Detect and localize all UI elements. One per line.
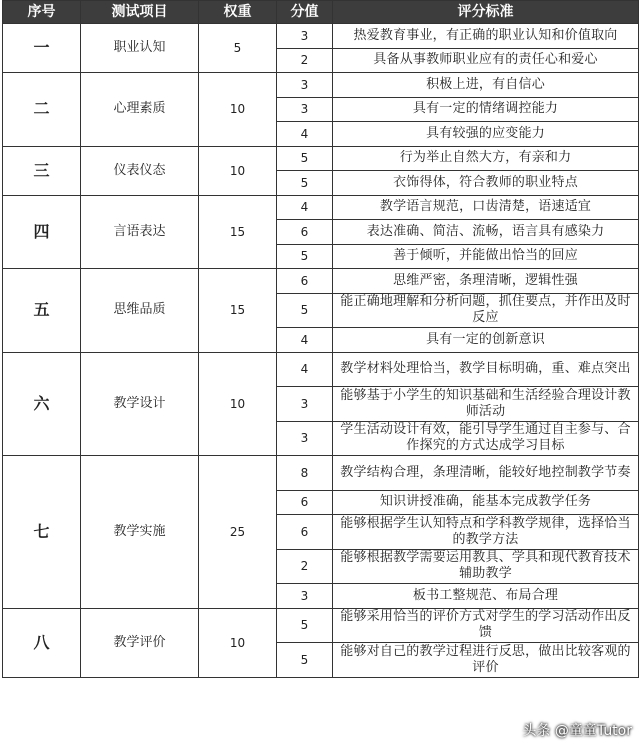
test-item: 心理素质 bbox=[81, 73, 199, 147]
scoring-standard: 能够根据教学需要运用教具、学具和现代教育技术辅助教学 bbox=[333, 549, 639, 584]
table-body bbox=[3, 24, 639, 678]
scoring-standard: 具备从事教师职业应有的责任心和爱心 bbox=[333, 48, 639, 73]
score-value: 8 bbox=[277, 456, 333, 491]
score-value: 4 bbox=[277, 352, 333, 387]
scoring-table bbox=[2, 0, 639, 678]
group-number: 一 bbox=[3, 24, 81, 73]
weight: 10 bbox=[199, 146, 277, 195]
score-value: 4 bbox=[277, 328, 333, 353]
header-weight: 权重 bbox=[199, 1, 277, 24]
score-value: 5 bbox=[277, 244, 333, 269]
scoring-standard: 具有一定的创新意识 bbox=[333, 328, 639, 353]
scoring-standard: 学生活动设计有效，能引导学生通过自主参与、合作探究的方式达成学习目标 bbox=[333, 421, 639, 456]
scoring-standard: 知识讲授准确，能基本完成教学任务 bbox=[333, 490, 639, 515]
scoring-standard: 行为举止自然大方，有亲和力 bbox=[333, 146, 639, 171]
table-row bbox=[3, 269, 639, 294]
score-value: 4 bbox=[277, 122, 333, 147]
table-header-row bbox=[3, 1, 639, 24]
score-value: 2 bbox=[277, 48, 333, 73]
scoring-standard: 教学语言规范，口齿清楚，语速适宜 bbox=[333, 195, 639, 220]
table-row bbox=[3, 195, 639, 220]
scoring-standard: 热爱教育事业，有正确的职业认知和价值取向 bbox=[333, 24, 639, 49]
header-number: 序号 bbox=[3, 1, 81, 24]
group-number: 六 bbox=[3, 352, 81, 456]
test-item: 教学评价 bbox=[81, 608, 199, 677]
table-row bbox=[3, 352, 639, 387]
scoring-standard: 能够对自己的教学过程进行反思，做出比较客观的评价 bbox=[333, 643, 639, 678]
group-number: 四 bbox=[3, 195, 81, 269]
test-item: 思维品质 bbox=[81, 269, 199, 353]
score-value: 6 bbox=[277, 490, 333, 515]
score-value: 3 bbox=[277, 24, 333, 49]
header-test-item: 测试项目 bbox=[81, 1, 199, 24]
score-value: 3 bbox=[277, 584, 333, 609]
table-row bbox=[3, 608, 639, 643]
score-value: 4 bbox=[277, 195, 333, 220]
weight: 15 bbox=[199, 269, 277, 353]
scoring-standard: 衣饰得体，符合教师的职业特点 bbox=[333, 171, 639, 196]
group-number: 八 bbox=[3, 608, 81, 677]
scoring-standard: 能正确地理解和分析问题，抓住要点，并作出及时反应 bbox=[333, 293, 639, 328]
score-value: 2 bbox=[277, 549, 333, 584]
score-value: 5 bbox=[277, 293, 333, 328]
table-row bbox=[3, 146, 639, 171]
weight: 10 bbox=[199, 73, 277, 147]
weight: 5 bbox=[199, 24, 277, 73]
scoring-standard: 思维严密，条理清晰，逻辑性强 bbox=[333, 269, 639, 294]
watermark: 头条 @童童Tutor bbox=[522, 723, 632, 739]
group-number: 五 bbox=[3, 269, 81, 353]
test-item: 教学设计 bbox=[81, 352, 199, 456]
score-value: 3 bbox=[277, 387, 333, 422]
group-number: 三 bbox=[3, 146, 81, 195]
table-row bbox=[3, 456, 639, 491]
weight: 10 bbox=[199, 608, 277, 677]
test-item: 职业认知 bbox=[81, 24, 199, 73]
group-number: 七 bbox=[3, 456, 81, 609]
scoring-standard: 积极上进，有自信心 bbox=[333, 73, 639, 98]
scoring-standard: 善于倾听，并能做出恰当的回应 bbox=[333, 244, 639, 269]
score-value: 5 bbox=[277, 146, 333, 171]
scoring-standard: 能够采用恰当的评价方式对学生的学习活动作出反馈 bbox=[333, 608, 639, 643]
score-value: 3 bbox=[277, 73, 333, 98]
header-score: 分值 bbox=[277, 1, 333, 24]
scoring-standard: 具有一定的情绪调控能力 bbox=[333, 97, 639, 122]
table-row bbox=[3, 24, 639, 49]
score-value: 3 bbox=[277, 97, 333, 122]
test-item: 教学实施 bbox=[81, 456, 199, 609]
scoring-standard: 表达准确、简洁、流畅，语言具有感染力 bbox=[333, 220, 639, 245]
scoring-standard: 具有较强的应变能力 bbox=[333, 122, 639, 147]
score-value: 5 bbox=[277, 608, 333, 643]
scoring-standard: 能够根据学生认知特点和学科教学规律，选择恰当的教学方法 bbox=[333, 515, 639, 550]
scoring-standard: 教学结构合理，条理清晰，能较好地控制教学节奏 bbox=[333, 456, 639, 491]
scoring-standard: 能够基于小学生的知识基础和生活经验合理设计教师活动 bbox=[333, 387, 639, 422]
score-value: 6 bbox=[277, 269, 333, 294]
score-value: 3 bbox=[277, 421, 333, 456]
group-number: 二 bbox=[3, 73, 81, 147]
score-value: 5 bbox=[277, 643, 333, 678]
score-value: 6 bbox=[277, 515, 333, 550]
table-row bbox=[3, 73, 639, 98]
weight: 25 bbox=[199, 456, 277, 609]
header-standard: 评分标准 bbox=[333, 1, 639, 24]
score-value: 5 bbox=[277, 171, 333, 196]
test-item: 仪表仪态 bbox=[81, 146, 199, 195]
score-value: 6 bbox=[277, 220, 333, 245]
weight: 10 bbox=[199, 352, 277, 456]
test-item: 言语表达 bbox=[81, 195, 199, 269]
weight: 15 bbox=[199, 195, 277, 269]
scoring-standard: 板书工整规范、布局合理 bbox=[333, 584, 639, 609]
scoring-standard: 教学材料处理恰当，教学目标明确，重、难点突出 bbox=[333, 352, 639, 387]
